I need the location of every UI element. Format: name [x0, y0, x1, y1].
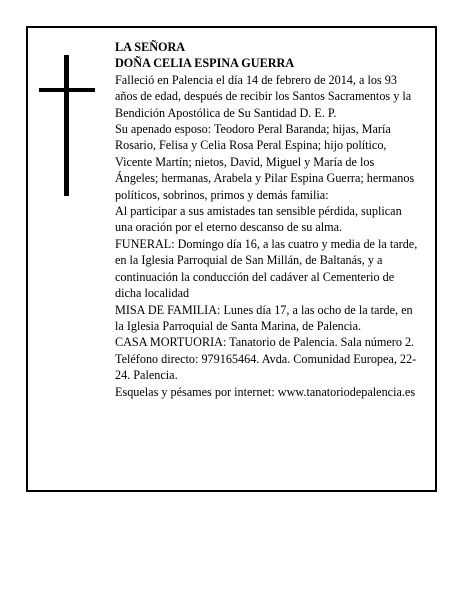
- family-list: Su apenado esposo: Teodoro Peral Baranda; hijas, María Rosario, Felisa y Celia Rosa Peral Espina; hijo político, Vicente Martín; nietos, David, Miguel y María de los Ángeles; hermanas, Arabela y Pilar Espina Guerra; hermanos políticos, sobrinos, primos y demás familia:: [115, 122, 415, 202]
- family-mass-details: MISA DE FAMILIA: Lunes día 17, a las ocho de la tarde, en la Iglesia Parroquial de Santa Marina, de Palencia.: [115, 302, 413, 333]
- notice-heading: LA SEÑORA: [115, 40, 186, 54]
- funeral-home-details: CASA MORTUORIA: Tanatorio de Palencia. Sala número 2. Teléfono directo: 979165464. Avda. Comunidad Europea, 22-24. Palencia.: [115, 335, 417, 383]
- obituary-text: [115, 39, 420, 400]
- internet-condolences: Esquelas y pésames por internet: www.tanatoriodepalencia.es: [115, 384, 416, 399]
- deceased-name: DOÑA CELIA ESPINA GUERRA: [115, 56, 295, 71]
- funeral-details: FUNERAL: Domingo día 16, a las cuatro y media de la tarde, en la Iglesia Parroquial de San Millán, de Baltanás, y a continuación la conducción del cadáver al Cementerio de dicha localidad: [115, 236, 418, 301]
- cross-horizontal-bar: [39, 88, 95, 92]
- death-announcement: Falleció en Palencia el día 14 de febrero de 2014, a los 93 años de edad, después de recibir los Santos Sacramentos y la Bendición Apostólica de Su Santidad D. E. P.: [115, 72, 412, 120]
- cross-vertical-bar: [64, 55, 69, 196]
- prayer-request: Al participar a sus amistades tan sensible pérdida, suplican una oración por el eterno descanso de su alma.: [115, 204, 402, 235]
